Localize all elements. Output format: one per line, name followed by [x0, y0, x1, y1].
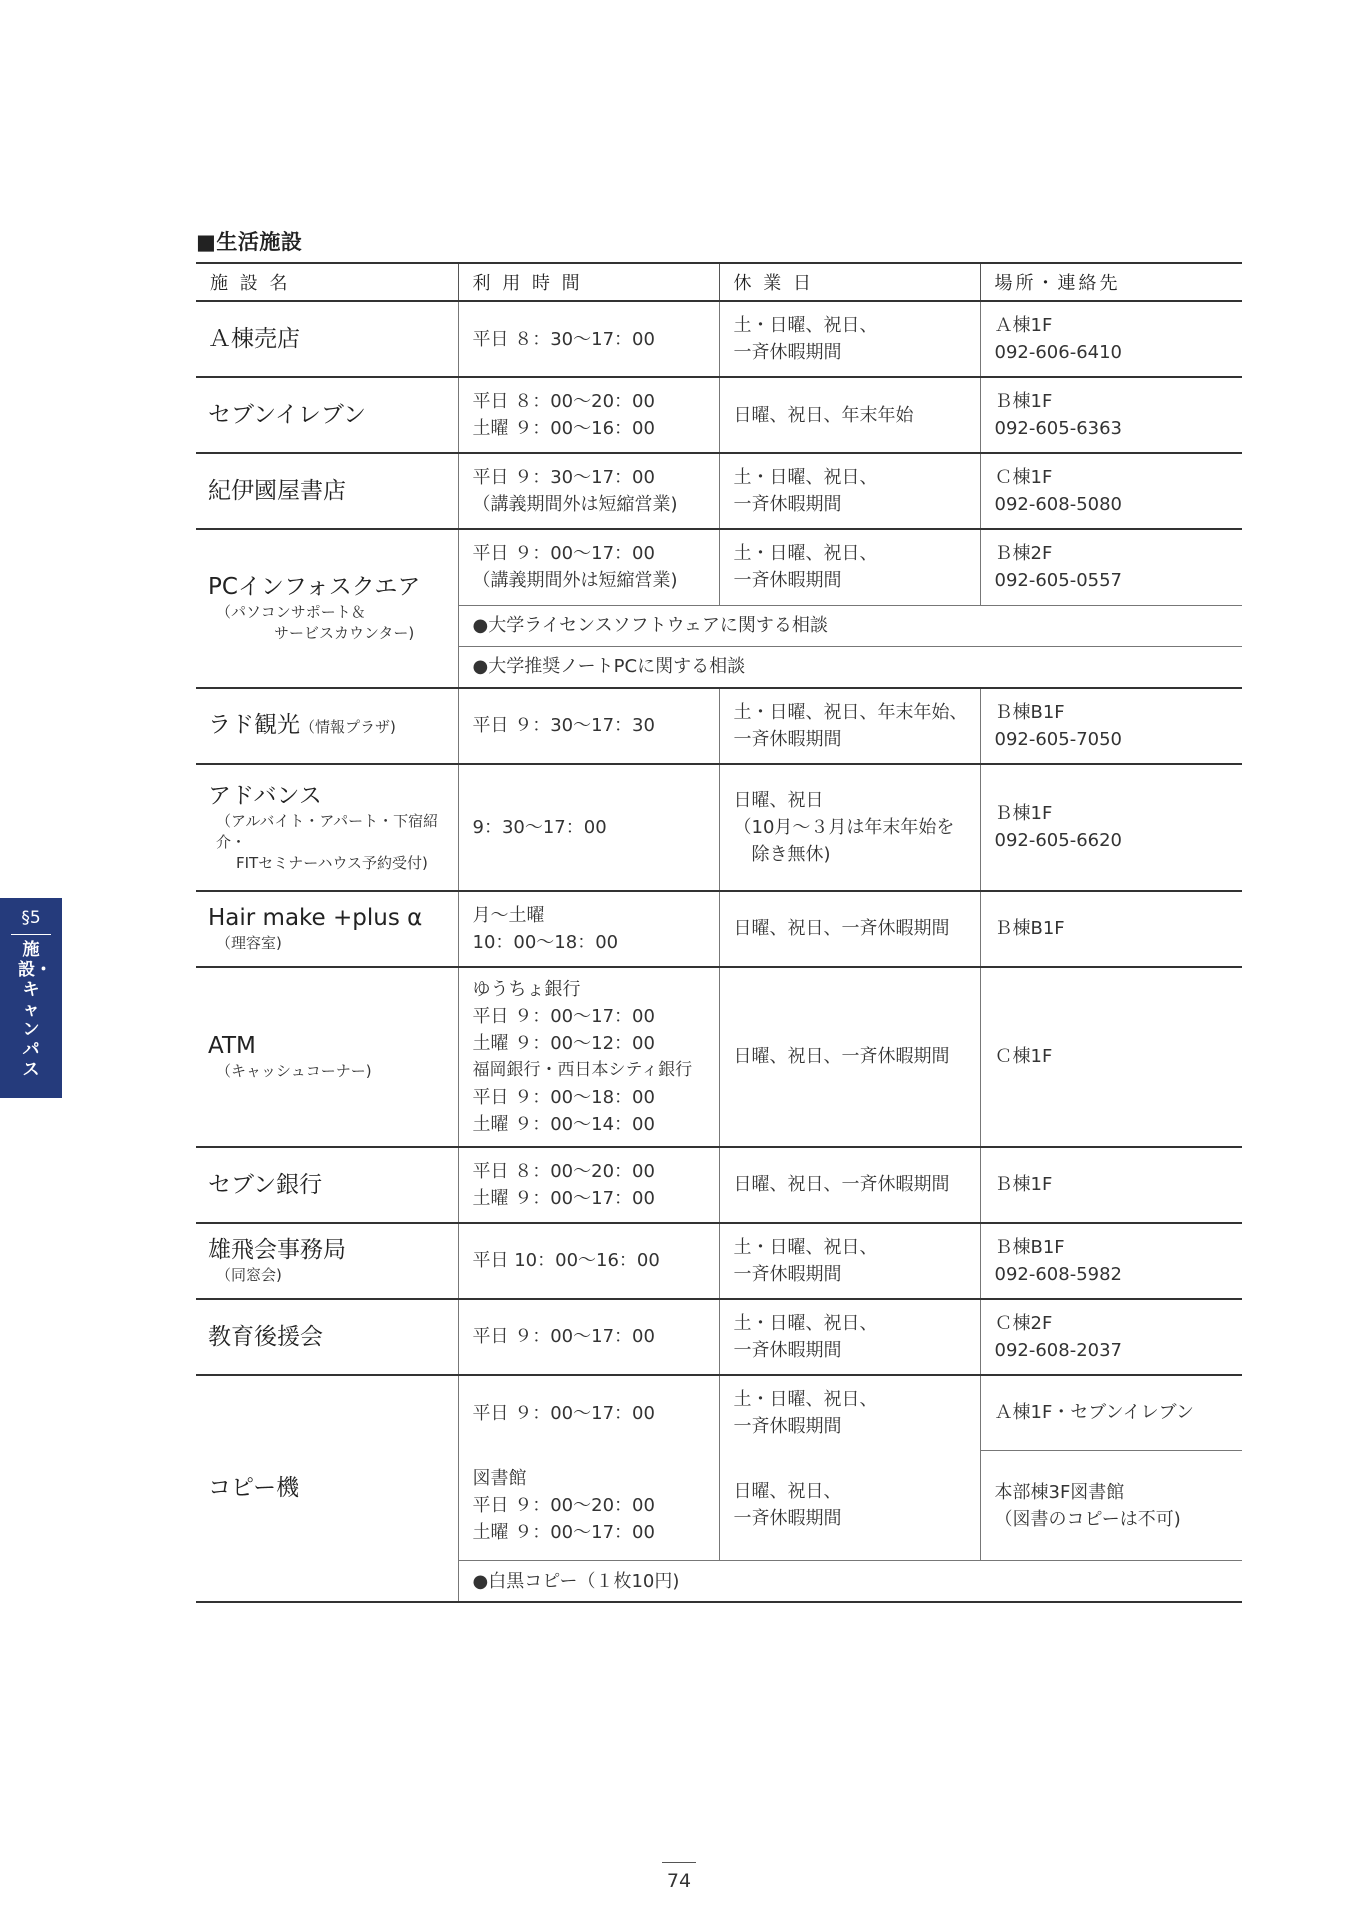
location-text: Ｃ棟1F — [994, 1046, 1053, 1067]
hours-cell — [458, 1147, 719, 1223]
facility-subtitle: （同窓会) — [216, 1266, 282, 1284]
table-row — [196, 1299, 1242, 1375]
section-side-tab — [0, 898, 62, 1098]
closed-line: 一斉休暇期間 — [733, 1339, 842, 1361]
closed-line: 日曜、祝日、 — [733, 1481, 842, 1503]
contact-cell — [980, 301, 1242, 377]
hours-line: 平日 ９：00〜17：00 — [472, 1326, 655, 1347]
hours-line: 月〜土曜 — [472, 904, 545, 926]
phone-text: 092-605-6363 — [994, 418, 1123, 439]
facility-name-cell — [196, 1299, 458, 1375]
hours-cell — [458, 377, 719, 453]
contact-cell — [980, 1299, 1242, 1375]
facility-name: ラド観光 — [208, 712, 300, 738]
facility-name: 教育後援会 — [208, 1323, 323, 1350]
facility-name-cell — [196, 1375, 458, 1603]
facility-name-cell — [196, 1147, 458, 1223]
table-row — [196, 967, 1242, 1147]
contact-cell — [980, 377, 1242, 453]
closed-line: 土・日曜、祝日、 — [733, 315, 878, 336]
closed-cell — [719, 1299, 980, 1375]
phone-text: 092-606-6410 — [994, 342, 1123, 363]
hours-line: 10：00〜18：00 — [472, 931, 619, 953]
phone-text: 092-608-5080 — [994, 494, 1123, 515]
hours-line: 平日 ９：00〜17：00 — [472, 1005, 655, 1027]
phone-text: 092-608-2037 — [994, 1339, 1123, 1361]
hours-cell — [458, 1223, 719, 1299]
hours-line: 土曜 ９：00〜12：00 — [472, 1032, 655, 1054]
facility-name: コピー機 — [208, 1475, 300, 1502]
facility-group — [196, 529, 1242, 688]
closed-cell — [719, 688, 980, 764]
closed-cell — [719, 1223, 980, 1299]
facility-name-cell — [196, 967, 458, 1147]
closed-line: 除き無休) — [751, 843, 831, 865]
closed-line: 土・日曜、祝日、 — [733, 1312, 878, 1334]
table-row — [196, 377, 1242, 453]
closed-cell — [719, 1147, 980, 1223]
hours-line: 土曜 ９：00〜17：00 — [472, 1187, 655, 1209]
contact-cell — [980, 967, 1242, 1147]
facility-subtitle: FITセミナーハウス予約受付) — [236, 853, 428, 872]
location-text: Ｃ棟2F — [994, 1312, 1053, 1334]
closed-line: （10月〜３月は年末年始を — [733, 816, 955, 838]
hours-line: 土曜 ９：00〜17：00 — [472, 1521, 655, 1543]
section-title: ■生活施設 — [196, 230, 303, 254]
page-number: 74 — [666, 1870, 692, 1892]
facility-name-suffix: （情報プラザ) — [300, 718, 396, 736]
phone-text: 092-605-7050 — [994, 728, 1123, 750]
hours-line: 福岡銀行・西日本シティ銀行 — [472, 1059, 693, 1080]
facility-subtitle: （理容室) — [216, 934, 282, 952]
table-row — [196, 529, 1242, 605]
facility-group — [196, 1223, 1242, 1299]
phone-text: 092-605-6620 — [994, 830, 1123, 851]
closed-line: 一斉休暇期間 — [733, 570, 842, 592]
table-row — [196, 1223, 1242, 1299]
location-text: Ｂ棟B1F — [994, 701, 1065, 723]
closed-line: 日曜、祝日、一斉休暇期間 — [733, 918, 950, 939]
facility-subtitle: サービスカウンター) — [274, 624, 415, 643]
column-header-name: 施 設 名 — [196, 263, 458, 301]
contact-cell — [980, 1451, 1242, 1561]
hours-cell — [458, 1375, 719, 1451]
facility-subtitle: （キャッシュコーナー) — [216, 1062, 372, 1080]
table-row — [196, 1375, 1242, 1451]
note-text: ●白黒コピー（１枚10円) — [458, 1561, 1242, 1603]
facility-name: セブン銀行 — [208, 1171, 323, 1198]
section-label: 施設・キャンパス — [18, 940, 52, 1080]
hours-line: 平日 ９：00〜17：00 — [472, 543, 655, 565]
facility-name-cell — [196, 764, 458, 891]
closed-line: 土・日曜、祝日、 — [733, 1236, 878, 1258]
location-text: Ｃ棟1F — [994, 467, 1053, 488]
facility-group — [196, 688, 1242, 764]
location-text: Ｂ棟1F — [994, 1174, 1053, 1195]
closed-cell — [719, 1375, 980, 1451]
facility-group — [196, 891, 1242, 967]
location-text: Ｂ棟2F — [994, 543, 1053, 565]
contact-cell — [980, 1375, 1242, 1451]
closed-cell — [719, 967, 980, 1147]
facility-name: Hair make +plus α — [208, 905, 423, 931]
contact-cell — [980, 1223, 1242, 1299]
hours-cell — [458, 529, 719, 605]
hours-line: 平日 ９：00〜18：00 — [472, 1086, 655, 1108]
closed-cell — [719, 301, 980, 377]
page-number-rule — [662, 1862, 696, 1863]
closed-line: 土・日曜、祝日、年末年始、 — [733, 701, 968, 723]
note-text: ●大学推奨ノートPCに関する相談 — [458, 646, 1242, 688]
facility-name-cell — [196, 529, 458, 688]
hours-line: 図書館 — [472, 1467, 527, 1489]
facility-name-cell — [196, 453, 458, 529]
hours-cell — [458, 453, 719, 529]
closed-cell — [719, 764, 980, 891]
hours-cell — [458, 301, 719, 377]
location-text: Ａ棟1F — [994, 315, 1053, 336]
facility-subtitle: （パソコンサポート＆ — [216, 603, 366, 622]
contact-cell — [980, 891, 1242, 967]
facility-name: ATM — [208, 1033, 256, 1059]
hours-line: 平日 ８：00〜20：00 — [472, 391, 655, 412]
location-text: Ｂ棟B1F — [994, 1236, 1065, 1258]
hours-line: 9：30〜17：00 — [472, 816, 607, 838]
hours-line: （講義期間外は短縮営業) — [472, 570, 678, 592]
location-note: （図書のコピーは不可) — [994, 1508, 1181, 1530]
contact-cell — [980, 1147, 1242, 1223]
facility-group — [196, 377, 1242, 453]
hours-line: 土曜 ９：00〜16：00 — [472, 418, 655, 439]
hours-line: 平日 ９：30〜17：30 — [472, 715, 655, 736]
facility-group — [196, 1147, 1242, 1223]
column-header-hours: 利 用 時 間 — [458, 263, 719, 301]
facility-name: 雄飛会事務局 — [208, 1237, 346, 1263]
closed-line: 一斉休暇期間 — [733, 728, 842, 750]
facility-group — [196, 1375, 1242, 1603]
location-text: Ａ棟1F・セブンイレブン — [994, 1402, 1194, 1424]
closed-line: 一斉休暇期間 — [733, 1416, 842, 1437]
closed-cell — [719, 453, 980, 529]
hours-cell — [458, 1451, 719, 1561]
facility-name: Ａ棟売店 — [208, 326, 300, 352]
table-row — [196, 891, 1242, 967]
closed-line: 一斉休暇期間 — [733, 1263, 842, 1285]
facility-name-cell — [196, 377, 458, 453]
closed-line: 一斉休暇期間 — [733, 1508, 842, 1530]
closed-line: 日曜、祝日 — [733, 789, 824, 811]
hours-cell — [458, 967, 719, 1147]
closed-line: 日曜、祝日、一斉休暇期間 — [733, 1174, 950, 1195]
facility-name-cell — [196, 1223, 458, 1299]
facility-name-cell — [196, 891, 458, 967]
facility-group — [196, 764, 1242, 891]
facility-name-cell — [196, 688, 458, 764]
phone-text: 092-605-0557 — [994, 570, 1123, 592]
hours-line: 平日 ９：00〜20：00 — [472, 1494, 655, 1516]
hours-cell — [458, 688, 719, 764]
facility-group — [196, 967, 1242, 1147]
closed-line: 日曜、祝日、一斉休暇期間 — [733, 1046, 950, 1067]
facility-group — [196, 1299, 1242, 1375]
facility-name: セブンイレブン — [208, 402, 367, 428]
contact-cell — [980, 453, 1242, 529]
location-text: Ｂ棟1F — [994, 391, 1053, 412]
column-header-closed: 休 業 日 — [719, 263, 980, 301]
section-number: §5 — [0, 908, 62, 928]
table-row — [196, 453, 1242, 529]
hours-line: 土曜 ９：00〜14：00 — [472, 1113, 655, 1135]
hours-line: 平日 10：00〜16：00 — [472, 1250, 660, 1271]
facility-subtitle: （アルバイト・アパート・下宿紹介・ — [216, 811, 439, 851]
hours-line: 平日 ９：00〜17：00 — [472, 1402, 655, 1424]
location-text: Ｂ棟1F — [994, 803, 1053, 824]
hours-line: （講義期間外は短縮営業) — [472, 494, 678, 515]
closed-cell — [719, 529, 980, 605]
closed-cell — [719, 891, 980, 967]
closed-line: 土・日曜、祝日、 — [733, 543, 878, 565]
phone-text: 092-608-5982 — [994, 1263, 1123, 1285]
facility-name: PCインフォスクエア — [208, 574, 421, 601]
closed-line: 日曜、祝日、年末年始 — [733, 404, 914, 426]
column-header-contact: 場所・連絡先 — [980, 263, 1242, 301]
hours-cell — [458, 764, 719, 891]
closed-cell — [719, 1451, 980, 1561]
hours-cell — [458, 891, 719, 967]
table-row — [196, 301, 1242, 377]
table-header-row — [196, 263, 1242, 301]
facility-group — [196, 453, 1242, 529]
facility-table — [196, 262, 1242, 1603]
hours-line: 平日 ８：00〜20：00 — [472, 1160, 655, 1182]
hours-cell — [458, 1299, 719, 1375]
closed-line: 土・日曜、祝日、 — [733, 467, 878, 488]
closed-line: 土・日曜、祝日、 — [733, 1389, 878, 1410]
table-row — [196, 1147, 1242, 1223]
closed-cell — [719, 377, 980, 453]
contact-cell — [980, 529, 1242, 605]
location-text: 本部棟3F図書館 — [994, 1481, 1125, 1503]
hours-line: 平日 ８：30〜17：00 — [472, 328, 655, 350]
contact-cell — [980, 764, 1242, 891]
facility-name-cell — [196, 301, 458, 377]
closed-line: 一斉休暇期間 — [733, 342, 842, 363]
table-row — [196, 764, 1242, 891]
hours-line: 平日 ９：30〜17：00 — [472, 467, 655, 488]
hours-line: ゆうちょ銀行 — [472, 978, 581, 1000]
facility-name: 紀伊國屋書店 — [208, 478, 346, 504]
facility-name: アドバンス — [208, 782, 322, 809]
contact-cell — [980, 688, 1242, 764]
location-text: Ｂ棟B1F — [994, 918, 1065, 939]
table-row — [196, 688, 1242, 764]
closed-line: 一斉休暇期間 — [733, 494, 842, 515]
facility-group — [196, 301, 1242, 377]
note-text: ●大学ライセンスソフトウェアに関する相談 — [458, 605, 1242, 646]
